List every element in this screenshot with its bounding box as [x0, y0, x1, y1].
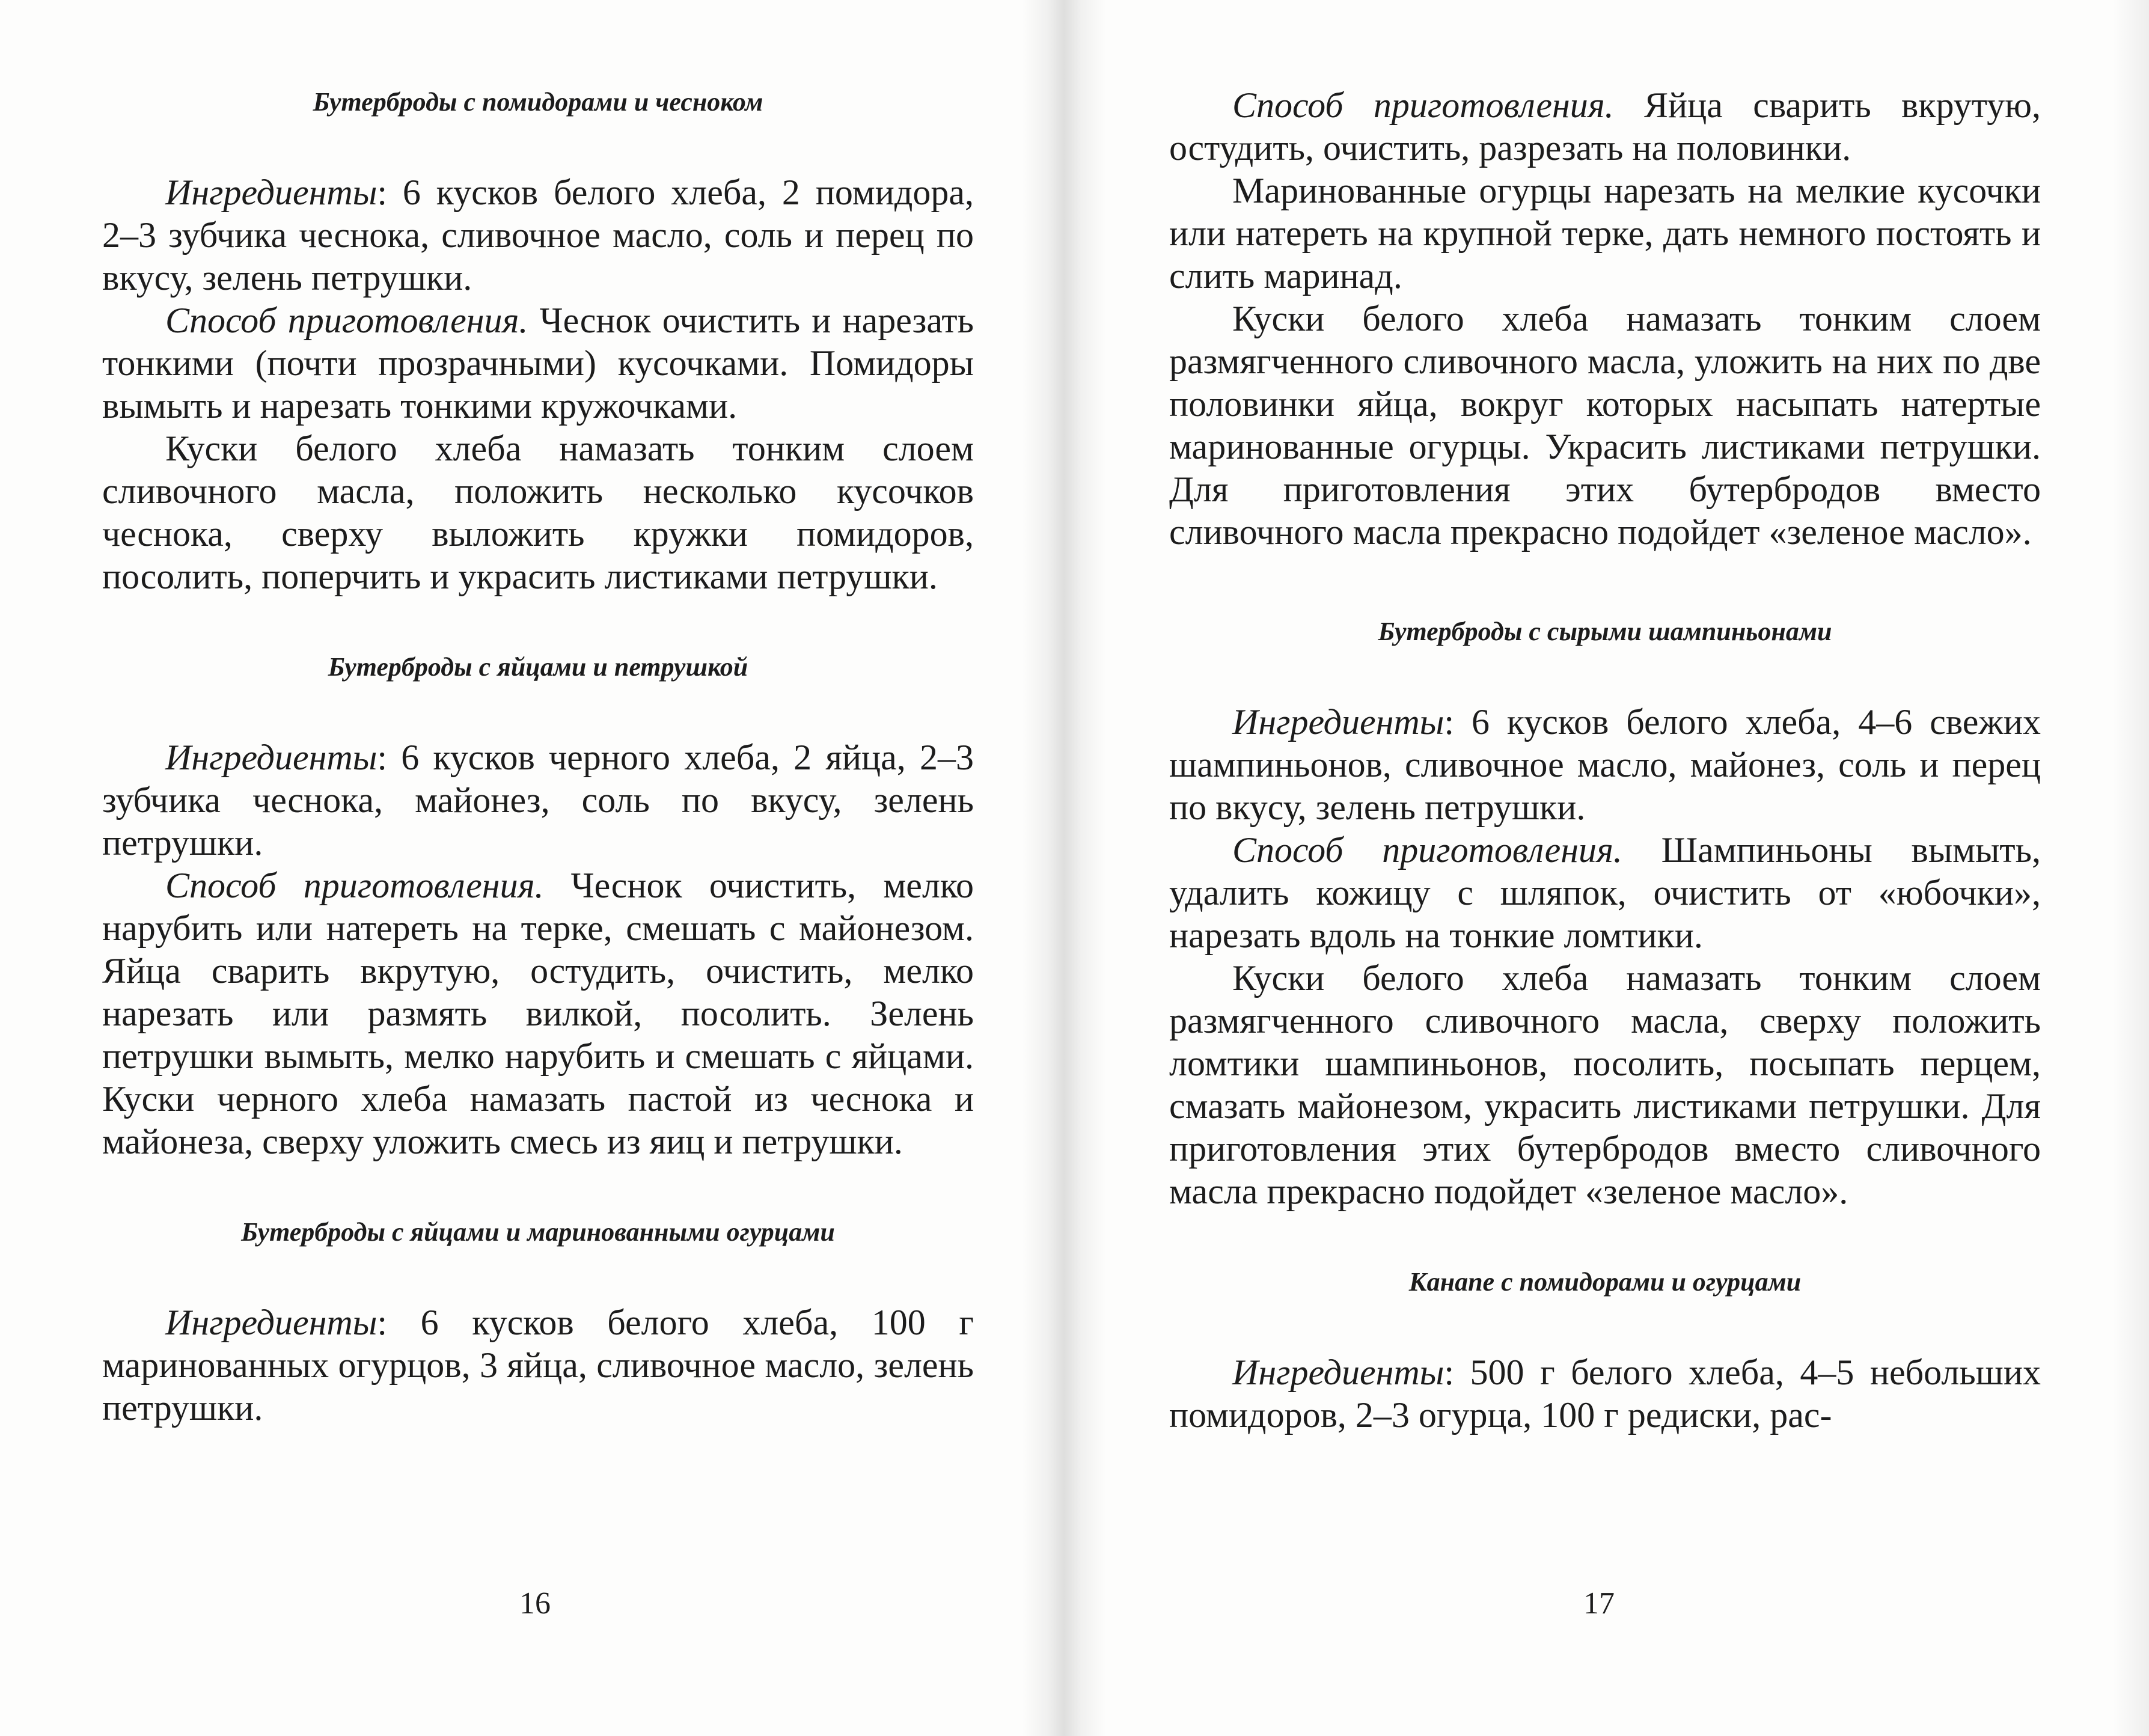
ingredients-paragraph — [1169, 1351, 2041, 1437]
ingredients-text: : 6 кусков белого хлеба, 2 помидора, 2–3 зубчика чеснока, сливочное масло, соль и перец по вкусу, зелень петрушки. — [102, 173, 974, 298]
method-text: Чеснок очистить, мелко нарубить или натереть на терке, смешать с майонезом. Яйца сварить вкрутую, остудить, очистить, мелко нарезать или размять вилкой, посолить. Зелень петрушки вымыть, мелко нарубить и смешать с яйцами. Куски черного хлеба намазать пастой из чеснока и майонеза, сверху уложить смесь из яиц и петрушки. — [102, 866, 974, 1161]
ingredients-paragraph — [102, 171, 974, 299]
method-label: Способ приготовления. — [1232, 85, 1614, 125]
method-label: Способ приготовления. — [165, 301, 528, 340]
method-text: Шампиньоны вымыть, удалить кожицу с шляпок, очистить от «юбочки», нарезать вдоль на тонкие ломтики. — [1169, 830, 2041, 955]
ingredients-text: : 6 кусков черного хлеба, 2 яйца, 2–3 зубчика чеснока, майонез, соль по вкусу, зелень петрушки. — [102, 738, 974, 863]
method-text: Чеснок очистить и нарезать тонкими (почти прозрачными) кусочками. Помидоры вымыть и нарезать тонкими кружочками. — [102, 301, 974, 426]
page-edge-shadow — [2113, 0, 2149, 1736]
instruction-paragraph: Куски белого хлеба намазать тонким слоем размягченного сливочного масла, сверху положить ломтики шампиньонов, посолить, посыпать перцем, смазать майонезом, украсить листиками петрушки. Для приготовления этих бутербродов вместо сливочного масла прекрасно подойдет «зеленое масло». — [1169, 958, 2041, 1211]
ingredients-text: : 500 г белого хлеба, 4–5 небольших помидоров, 2–3 огурца, 100 г редиски, рас- — [1169, 1352, 2041, 1435]
ingredients-label: Ингредиенты — [1232, 1352, 1444, 1392]
page-number: 17 — [1583, 1586, 1615, 1621]
method-label: Способ приготовления. — [1232, 830, 1622, 870]
ingredients-paragraph — [102, 1301, 974, 1429]
method-paragraph — [1169, 829, 2041, 957]
book-gutter — [1022, 0, 1106, 1736]
instruction-paragraph: Куски белого хлеба намазать тонким слоем размягченного сливочного масла, уложить на них по две половинки яйца, вокруг которых насыпать натертые маринованные огурцы. Украсить листиками петрушки. Для приготовления этих бутербродов вместо сливочного масла прекрасно подойдет «зеленое масло». — [1169, 299, 2041, 552]
ingredients-label: Ингредиенты — [165, 173, 378, 212]
ingredients-label: Ингредиенты — [1232, 702, 1444, 742]
method-paragraph — [1169, 84, 2041, 170]
section-title: Бутерброды с яйцами и маринованными огурцами — [241, 1217, 835, 1247]
ingredients-text: : 6 кусков белого хлеба, 4–6 свежих шампиньонов, сливочное масло, майонез, соль и перец по вкусу, зелень петрушки. — [1169, 702, 2041, 827]
ingredients-paragraph — [1169, 701, 2041, 829]
ingredients-label: Ингредиенты — [165, 1303, 378, 1342]
ingredients-text: : 6 кусков белого хлеба, 100 г маринованных огурцов, 3 яйца, сливочное масло, зелень петрушки. — [102, 1303, 974, 1428]
method-label: Способ приготовления. — [165, 866, 544, 905]
method-paragraph — [102, 299, 974, 427]
section-title: Бутерброды с помидорами и чесноком — [313, 87, 763, 117]
ingredients-label: Ингредиенты — [165, 738, 378, 777]
section-title: Канапе с помидорами и огурцами — [1408, 1267, 1802, 1297]
instruction-paragraph: Маринованные огурцы нарезать на мелкие кусочки или натереть на крупной терке, дать немного постоять и слить маринад. — [1169, 171, 2041, 296]
page-number: 16 — [519, 1586, 551, 1621]
right-page — [1169, 84, 2041, 1437]
section-title: Бутерброды с яйцами и петрушкой — [328, 652, 748, 682]
left-page — [102, 84, 974, 1429]
method-text: Яйца сварить вкрутую, остудить, очистить, разрезать на половинки. — [1169, 85, 2041, 168]
method-paragraph — [102, 864, 974, 1163]
instruction-paragraph: Куски белого хлеба намазать тонким слоем сливочного масла, положить несколько кусочков чеснока, сверху выложить кружки помидоров, посолить, поперчить и украсить листиками петрушки. — [102, 429, 974, 596]
ingredients-paragraph — [102, 736, 974, 864]
section-title: Бутерброды с сырыми шампиньонами — [1378, 617, 1832, 646]
